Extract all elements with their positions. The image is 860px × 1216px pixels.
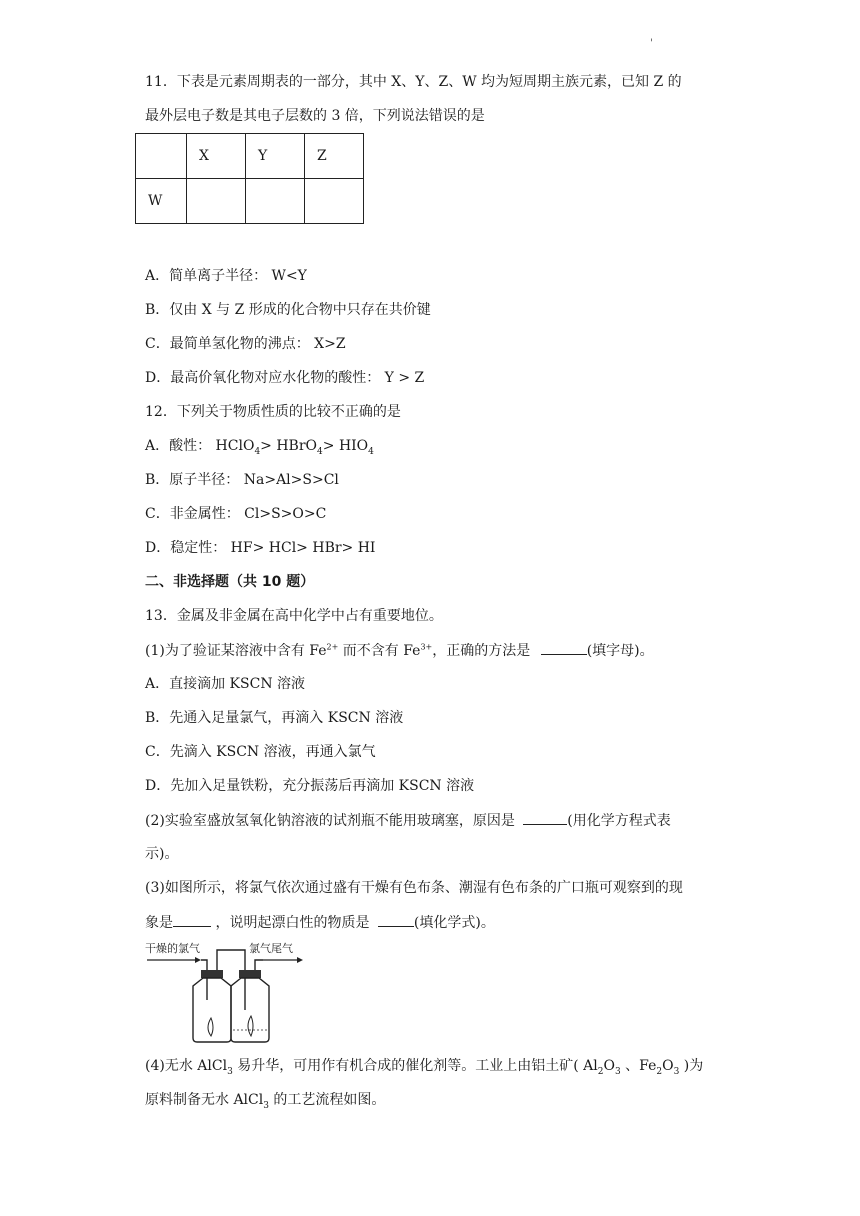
q12-stem: 12．下列关于物质性质的比较不正确的是 (145, 404, 401, 420)
q11-option-d: D．最高价氧化物对应水化物的酸性： Y > Z (145, 370, 425, 386)
subscript: 3 (673, 1066, 680, 1077)
q12-a-text: A．酸性： HClO (145, 438, 255, 454)
stopper (201, 970, 223, 978)
q13-p2-text: (2)实验室盛放氢氧化钠溶液的试剂瓶不能用玻璃塞，原因是 (145, 813, 515, 829)
chlorine-bottles-figure (145, 940, 315, 1049)
table-cell (187, 179, 246, 224)
q13-part2-line2: 示)。 (145, 846, 179, 862)
wet-bottle (231, 978, 269, 1042)
q13-p1-text: 而不含有 Fe (338, 643, 421, 659)
subscript: 3 (263, 1100, 269, 1111)
q13-p4-text: 易升华，可用作有机合成的催化剂等。工业上由铝土矿( Al (232, 1058, 598, 1074)
q13-p4-text: 原料制备无水 AlCl (145, 1092, 264, 1108)
q13-p1-text: ，正确的方法是 (432, 643, 531, 659)
answer-blank (378, 912, 414, 927)
q12-a-text: > HIO (322, 438, 369, 454)
table-row (136, 179, 364, 224)
subscript: 2 (656, 1066, 663, 1077)
subscript: 3 (227, 1066, 233, 1077)
page-mark: ' (650, 38, 653, 49)
figure-label-left: 干燥的氯气 (145, 942, 200, 955)
q13-part3-line1: (3)如图所示，将氯气依次通过盛有干燥有色布条、潮湿有色布条的广口瓶可观察到的现 (145, 880, 683, 896)
q13-p3-text: (填化学式)。 (413, 915, 495, 931)
q12-option-d: D．稳定性： HF> HCl> HBr> HI (145, 540, 376, 556)
stopper (239, 970, 261, 978)
q11-option-b: B．仅由 X 与 Z 形成的化合物中只存在共价键 (145, 302, 431, 318)
q13-p4-text: O (662, 1058, 674, 1074)
arrow-head-icon (297, 957, 303, 963)
q12-a-text: > HBrO (260, 438, 318, 454)
q13-p4-text: 、Fe (620, 1058, 657, 1074)
q13-part1 (145, 640, 654, 661)
q12-option-a (145, 436, 374, 456)
answer-blank (173, 912, 211, 927)
q11-option-c: C．最简单氢化物的沸点： X>Z (145, 336, 346, 352)
bottles-diagram (145, 940, 315, 1045)
table-row (136, 134, 364, 179)
periodic-table-fragment (135, 133, 364, 224)
subscript: 3 (614, 1066, 621, 1077)
subscript: 4 (254, 446, 261, 457)
q13-p1-text: (1)为了验证某溶液中含有 Fe (145, 643, 327, 659)
table-cell: Y (246, 134, 305, 179)
q11-stem-line2: 最外层电子数是其电子层数的 3 倍，下列说法错误的是 (145, 108, 485, 124)
table-cell (246, 179, 305, 224)
answer-blank (541, 640, 587, 655)
arrow-head-icon (195, 957, 201, 963)
superscript: 2+ (326, 642, 339, 652)
table-cell (305, 179, 364, 224)
q13-part2-line1 (145, 810, 671, 831)
answer-blank (523, 810, 567, 825)
subscript: 4 (368, 446, 374, 457)
q13-p4-text: 的工艺流程如图。 (268, 1092, 386, 1108)
q11-option-a: A．简单离子半径： W<Y (145, 268, 307, 284)
superscript: 3+ (420, 642, 433, 652)
q12-option-c: C．非金属性： Cl>S>O>C (145, 506, 327, 522)
table-cell: Z (305, 134, 364, 179)
q13-p3-text: ，说明起漂白性的物质是 (215, 915, 370, 931)
q13-p4-text: O (603, 1058, 615, 1074)
q13-p4-text: (4)无水 AlCl (145, 1058, 228, 1074)
inlet-tube (201, 960, 207, 1000)
subscript: 4 (317, 446, 323, 457)
table-cell: X (187, 134, 246, 179)
q13-part4-line1 (145, 1056, 703, 1076)
q13-part3-line2 (145, 912, 495, 933)
q13-p1-option-d: D．先加入足量铁粉，充分振荡后再滴加 KSCN 溶液 (145, 778, 475, 794)
figure-label-right: 氯气尾气 (249, 942, 293, 955)
q13-p1-option-a: A．直接滴加 KSCN 溶液 (145, 676, 306, 692)
subscript: 2 (597, 1066, 604, 1077)
cloth-strip-icon (208, 1018, 213, 1036)
q13-p2-text: (用化学方程式表 (567, 813, 671, 829)
q12-option-b: B．原子半径： Na>Al>S>Cl (145, 472, 339, 488)
q13-p3-text: 象是 (145, 915, 173, 931)
table-cell: W (136, 179, 187, 224)
q13-stem: 13．金属及非金属在高中化学中占有重要地位。 (145, 608, 443, 624)
q13-part4-line2 (145, 1090, 385, 1110)
section-heading: 二、非选择题（共 10 题） (145, 574, 315, 590)
q13-p4-text: )为 (679, 1058, 704, 1074)
q13-p1-option-b: B．先通入足量氯气，再滴入 KSCN 溶液 (145, 710, 404, 726)
q11-stem-line1: 11．下表是元素周期表的一部分，其中 X、Y、Z、W 均为短周期主族元素，已知 Z 的 (145, 74, 682, 90)
cloth-strip-icon (248, 1016, 253, 1036)
q13-p1-option-c: C．先滴入 KSCN 溶液，再通入氯气 (145, 744, 376, 760)
table-cell (136, 134, 187, 179)
q13-p1-text: (填字母)。 (586, 643, 654, 659)
